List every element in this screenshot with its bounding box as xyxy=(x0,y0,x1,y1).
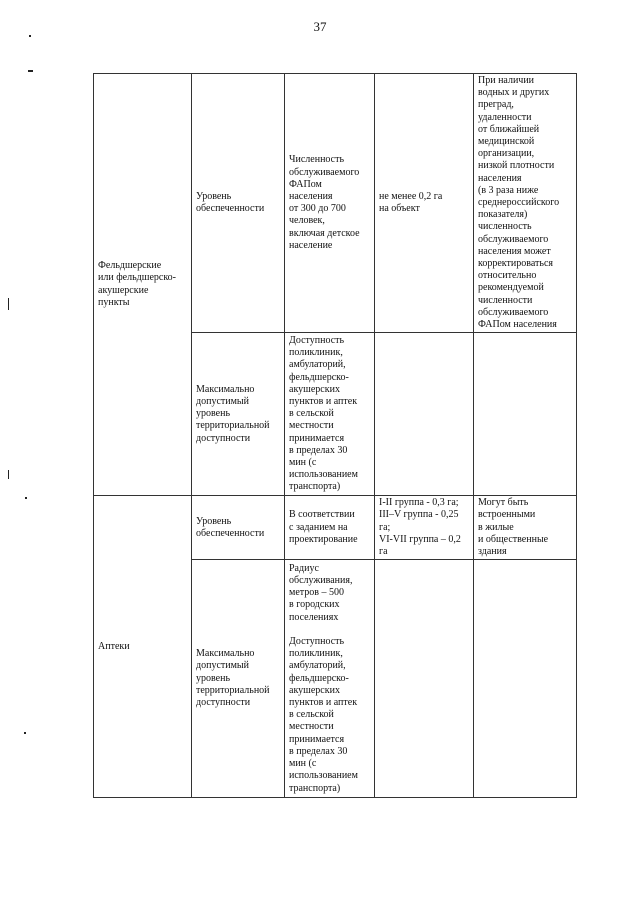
table-row xyxy=(94,496,577,560)
norms-table xyxy=(93,73,577,798)
value-cell: В соответствии с заданием на проектирование xyxy=(285,496,375,560)
table-row xyxy=(94,74,577,333)
value-cell: Численность обслуживаемого ФАПом населения от 300 до 700 человек, включая детское население xyxy=(285,74,375,333)
indicator-cell: Уровень обеспеченности xyxy=(192,74,285,333)
scan-mark xyxy=(25,497,27,499)
scan-mark xyxy=(29,35,31,37)
facility-cell-fap: Фельдшерские или фельдшерско- акушерские пункты xyxy=(94,74,192,496)
area-cell: I-II группа - 0,3 га; III–V группа - 0,25 га; VI-VII группа – 0,2 га xyxy=(375,496,474,560)
facility-cell-pharmacy: Аптеки xyxy=(94,496,192,798)
area-cell xyxy=(375,333,474,496)
page-number: 37 xyxy=(313,19,327,34)
indicator-cell: Максимально допустимый уровень территориальной доступности xyxy=(192,560,285,798)
indicator-cell: Уровень обеспеченности xyxy=(192,496,285,560)
note-cell xyxy=(474,560,577,798)
area-cell xyxy=(375,560,474,798)
note-cell: При наличии водных и других преград, удаленности от ближайшей медицинской организации, низкой плотности населения (в 3 раза ниже среднероссийского показателя) численность обслуживаемого населения может корректироваться относительно рекомендуемой численности обслуживаемого ФАПом населения xyxy=(474,74,577,333)
scan-mark xyxy=(8,298,9,310)
indicator-cell: Максимально допустимый уровень территориальной доступности xyxy=(192,333,285,496)
value-cell: Радиус обслуживания, метров – 500 в городских поселениях Доступность поликлиник, амбулаторий, фельдшерско- акушерских пунктов и аптек в сельской местности принимается в пределах 30 мин (с использованием транспорта) xyxy=(285,560,375,798)
note-cell xyxy=(474,333,577,496)
value-cell: Доступность поликлиник, амбулаторий, фельдшерско- акушерских пунктов и аптек в сельской местности принимается в пределах 30 мин (с использованием транспорта) xyxy=(285,333,375,496)
scan-mark xyxy=(24,732,26,734)
area-cell: не менее 0,2 га на объект xyxy=(375,74,474,333)
note-cell: Могут быть встроенными в жилые и общественные здания xyxy=(474,496,577,560)
scan-mark xyxy=(8,470,9,479)
scan-mark xyxy=(28,70,33,72)
